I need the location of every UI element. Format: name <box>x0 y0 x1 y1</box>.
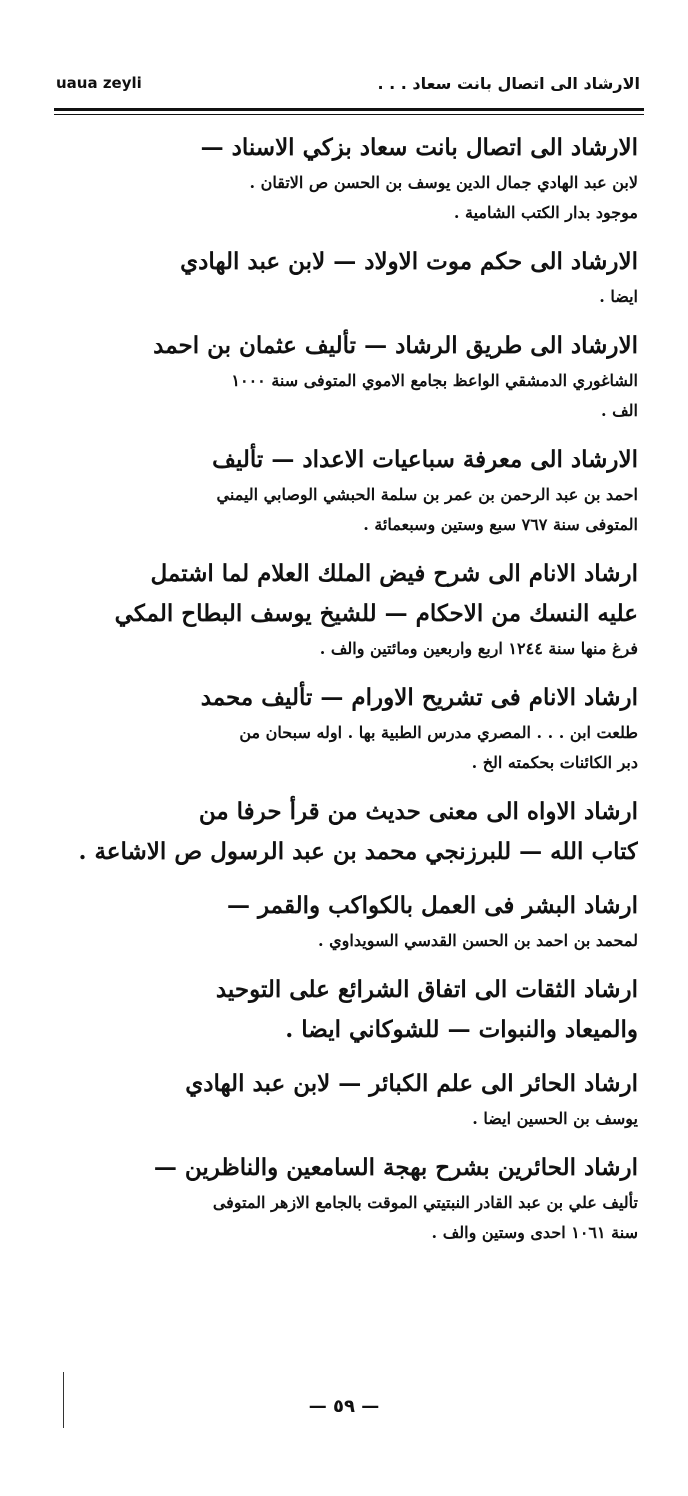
entry-title-continued: كتاب الله — للبرزنجي محمد بن عبد الرسول ص الاشاعة . <box>78 838 638 865</box>
entry-title: ارشاد الانام فى تشريح الاورام — تأليف محمد <box>200 684 638 711</box>
entry-detail-line: ايضا . <box>599 287 638 306</box>
entry-title-continued: والميعاد والنبوات — للشوكاني ايضا . <box>285 1016 638 1043</box>
entry-detail-line: احمد بن عبد الرحمن بن عمر بن سلمة الحبشي الوصابي اليمني <box>216 485 638 504</box>
bibliography-entry <box>78 792 638 872</box>
bibliography-entry <box>78 678 638 778</box>
entry-title: الارشاد الى معرفة سباعيات الاعداد — تأليف <box>212 446 638 473</box>
bibliography-entry <box>78 440 638 540</box>
entries-list <box>78 128 638 1262</box>
header-left-text: uaua zeyli <box>56 74 142 92</box>
bibliography-entry <box>78 326 638 426</box>
header-rule-thin <box>54 114 644 115</box>
entry-detail-line: دبر الكائنات بحكمته الخ . <box>471 753 638 772</box>
entry-title: الارشاد الى اتصال بانت سعاد بزكي الاسناد — <box>200 134 638 161</box>
bibliography-entry <box>78 554 638 664</box>
entry-detail-line: سنة ١٠٦١ احدى وستين والف . <box>431 1223 638 1242</box>
bibliography-entry <box>78 242 638 312</box>
entry-title-continued: عليه النسك من الاحكام — للشيخ يوسف البطاح المكي <box>114 600 638 627</box>
entry-detail-line: لابن عبد الهادي جمال الدين يوسف بن الحسن ص الاتقان . <box>249 173 638 192</box>
running-header <box>56 74 640 100</box>
entry-title: ارشاد الانام الى شرح فيض الملك العلام لما اشتمل <box>150 560 638 587</box>
entry-title: الارشاد الى طريق الرشاد — تأليف عثمان بن احمد <box>153 332 638 359</box>
bibliography-entry <box>78 970 638 1050</box>
entry-title: ارشاد البشر فى العمل بالكواكب والقمر — <box>226 892 638 919</box>
entry-title: ارشاد الحائرين بشرح بهجة السامعين والناظرين — <box>153 1154 638 1181</box>
entry-detail-line: طلعت ابن . . . المصري مدرس الطبية بها . اوله سبحان من <box>239 723 638 742</box>
bibliography-entry <box>78 128 638 228</box>
entry-title: ارشاد الاواه الى معنى حديث من قرأ حرفا من <box>198 798 638 825</box>
page-number: — ٥٩ — <box>308 1396 380 1417</box>
entry-title: ارشاد الحائر الى علم الكبائر — لابن عبد الهادي <box>185 1070 638 1097</box>
bibliography-entry <box>78 1064 638 1134</box>
entry-detail-line: تأليف علي بن عبد القادر النبتيتي الموقت بالجامع الازهر المتوفى <box>212 1193 638 1212</box>
header-right-text: الارشاد الى اتصال بانت سعاد . . . <box>377 74 640 93</box>
bibliography-entry <box>78 886 638 956</box>
entry-detail-line: المتوفى سنة ٧٦٧ سبع وستين وسبعمائة . <box>363 515 638 534</box>
entry-title: الارشاد الى حكم موت الاولاد — لابن عبد الهادي <box>180 248 638 275</box>
entry-detail-line: فرغ منها سنة ١٢٤٤ اربع واربعين ومائتين والف . <box>319 639 638 658</box>
entry-detail-line: يوسف بن الحسين ايضا . <box>472 1109 638 1128</box>
bibliography-entry <box>78 1148 638 1248</box>
entry-title: ارشاد الثقات الى اتفاق الشرائع على التوحيد <box>215 976 638 1003</box>
entry-detail-line: الف . <box>600 401 638 420</box>
entry-detail-line: لمحمد بن احمد بن الحسن القدسي السويداوي . <box>318 931 638 950</box>
entry-detail-line: موجود بدار الكتب الشامية . <box>453 203 638 222</box>
header-rule-thick <box>54 108 644 111</box>
entry-detail-line: الشاغوري الدمشقي الواعظ بجامع الاموي المتوفى سنة ١٠٠٠ <box>231 371 638 390</box>
